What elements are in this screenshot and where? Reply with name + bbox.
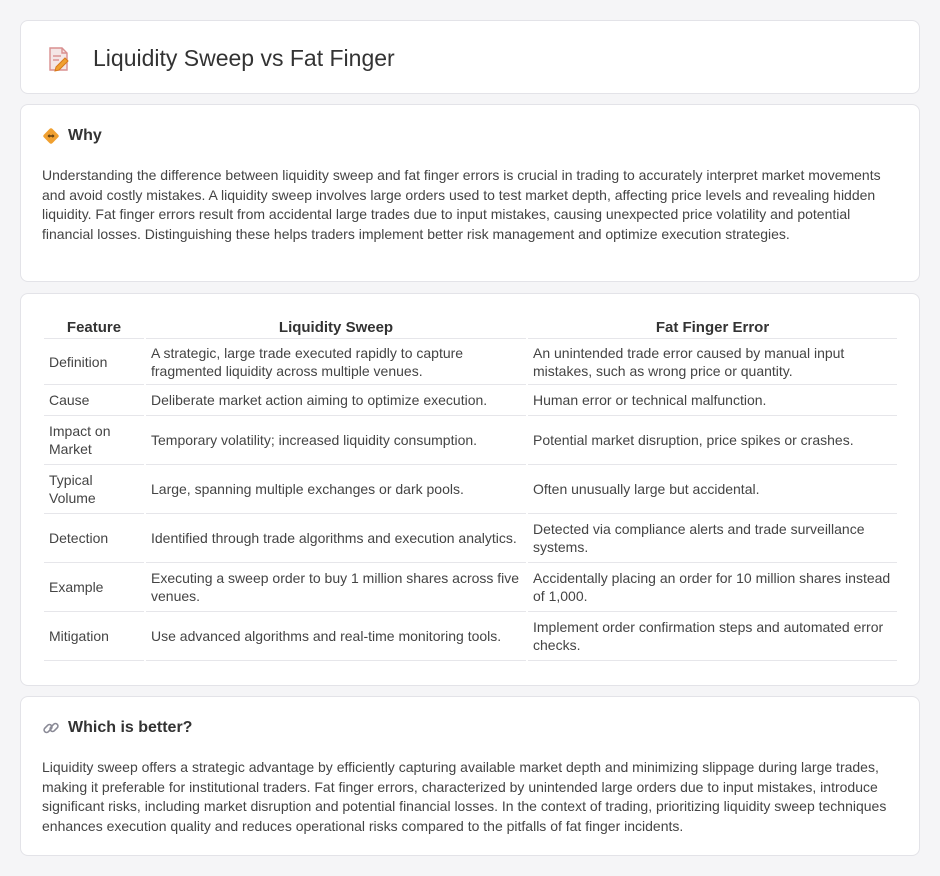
table-row xyxy=(44,563,897,612)
table-cell: Use advanced algorithms and real-time monitoring tools. xyxy=(146,612,526,661)
table-row xyxy=(44,612,897,661)
table-cell: Identified through trade algorithms and execution analytics. xyxy=(146,514,526,563)
header-fat-finger: Fat Finger Error xyxy=(528,315,897,339)
table-cell: A strategic, large trade executed rapidly to capture fragmented liquidity across multiple venues. xyxy=(146,339,526,385)
table-cell: Temporary volatility; increased liquidity consumption. xyxy=(146,416,526,465)
table-cell: An unintended trade error caused by manual input mistakes, such as wrong price or quantity. xyxy=(528,339,897,385)
comparison-table xyxy=(42,315,899,661)
table-cell: Mitigation xyxy=(44,612,144,661)
table-cell: Potential market disruption, price spikes or crashes. xyxy=(528,416,897,465)
better-text: Liquidity sweep offers a strategic advantage by efficiently capturing available market depth and minimizing slippage during large trades, making it preferable for institutional traders. Fat finger errors, characterized by unintended large orders due to input mistakes, introduce significant risks, including market disruption and potential financial losses. In the context of trading, prioritizing liquidity sweep techniques enhances execution quality and reduces operational risks compared to the pitfalls of fat finger incidents. xyxy=(42,759,887,834)
table-cell: Definition xyxy=(44,339,144,385)
table-row xyxy=(44,385,897,416)
table-header-row xyxy=(44,315,897,339)
table-cell: Impact on Market xyxy=(44,416,144,465)
page-title: Liquidity Sweep vs Fat Finger xyxy=(93,45,395,71)
table-cell: Implement order confirmation steps and automated error checks. xyxy=(528,612,897,661)
table-row xyxy=(44,339,897,385)
header-liquidity-sweep: Liquidity Sweep xyxy=(146,315,526,339)
why-section xyxy=(20,104,920,282)
table-cell: Cause xyxy=(44,385,144,416)
why-text: Understanding the difference between liquidity sweep and fat finger errors is crucial in trading to accurately interpret market movements and avoid costly mistakes. A liquidity sweep involves large orders used to test market depth, affecting price levels and revealing hidden liquidity. Fat finger errors result from accidental large trades due to input mistakes, causing unexpected price volatility and potential financial losses. Distinguishing these helps traders implement better risk management and optimize execution strategies. xyxy=(42,167,881,242)
table-cell: Large, spanning multiple exchanges or dark pools. xyxy=(146,465,526,514)
header-feature: Feature xyxy=(44,315,144,339)
table-row xyxy=(44,514,897,563)
table-cell: Typical Volume xyxy=(44,465,144,514)
table-cell: Human error or technical malfunction. xyxy=(528,385,897,416)
table-row xyxy=(44,416,897,465)
table-cell: Deliberate market action aiming to optimize execution. xyxy=(146,385,526,416)
title-card xyxy=(20,20,920,94)
which-is-better-section xyxy=(20,696,920,856)
why-heading: Why xyxy=(68,127,102,144)
table-cell: Detected via compliance alerts and trade surveillance systems. xyxy=(528,514,897,563)
table-cell: Often unusually large but accidental. xyxy=(528,465,897,514)
table-cell: Accidentally placing an order for 10 million shares instead of 1,000. xyxy=(528,563,897,612)
table-row xyxy=(44,465,897,514)
diamond-arrows-icon xyxy=(42,127,60,145)
better-heading: Which is better? xyxy=(68,719,193,736)
comparison-section xyxy=(20,293,920,686)
link-icon xyxy=(42,719,60,737)
table-cell: Example xyxy=(44,563,144,612)
document-edit-icon xyxy=(47,46,71,72)
table-cell: Executing a sweep order to buy 1 million shares across five venues. xyxy=(146,563,526,612)
table-cell: Detection xyxy=(44,514,144,563)
